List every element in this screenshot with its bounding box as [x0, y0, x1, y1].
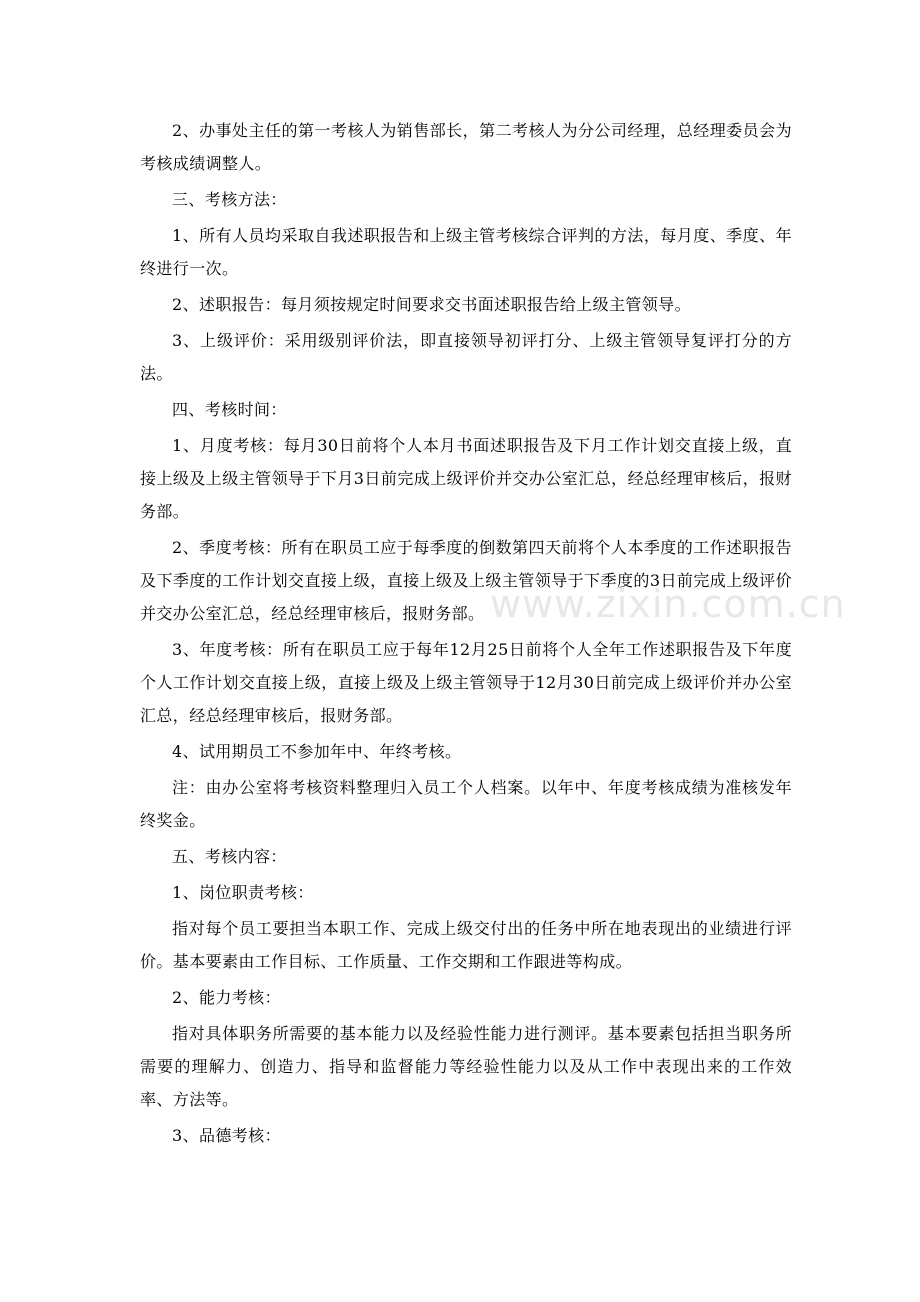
watermark: www.zixin.com.cn: [490, 582, 846, 626]
paragraph: 指对每个员工要担当本职工作、完成上级交付出的任务中所在地表现出的业绩进行评价。基本要素由工作目标、工作质量、工作交期和工作跟进等构成。: [140, 919, 792, 971]
subsection-heading: 2、能力考核：: [172, 988, 281, 1007]
section-heading: 五、考核内容：: [172, 847, 287, 866]
subsection-heading: 3、品德考核：: [172, 1126, 281, 1145]
section-heading: 四、考核时间：: [172, 400, 287, 419]
paragraph: 4、试用期员工不参加年中、年终考核。: [172, 742, 462, 761]
paragraph: 3、年度考核：所有在职员工应于每年12月25日前将个人全年工作述职报告及下年度个人工作计划交直接上级，直接上级及上级主管领导于12月30日前完成上级评价并办公室汇总，经总经理审核后，报财务部。: [140, 640, 792, 725]
document-body: [140, 114, 792, 1152]
paragraph: 3、上级评价：采用级别评价法，即直接领导初评打分、上级主管领导复评打分的方法。: [140, 331, 792, 383]
paragraph: 1、月度考核：每月30日前将个人本月书面述职报告及下月工作计划交直接上级，直接上级及上级主管领导于下月3日前完成上级评价并交办公室汇总，经总经理审核后，报财务部。: [140, 436, 792, 521]
paragraph: 2、办事处主任的第一考核人为销售部长，第二考核人为分公司经理，总经理委员会为考核成绩调整人。: [140, 121, 792, 173]
paragraph: 指对具体职务所需要的基本能力以及经验性能力进行测评。基本要素包括担当职务所需要的理解力、创造力、指导和监督能力等经验性能力以及从工作中表现出来的工作效率、方法等。: [140, 1024, 792, 1109]
note-paragraph: 注：由办公室将考核资料整理归入员工个人档案。以年中、年度考核成绩为准核发年终奖金。: [140, 778, 792, 830]
subsection-heading: 1、岗位职责考核：: [172, 883, 314, 902]
paragraph: 2、述职报告：每月须按规定时间要求交书面述职报告给上级主管领导。: [172, 295, 691, 314]
section-heading: 三、考核方法：: [172, 190, 287, 209]
paragraph: 2、季度考核：所有在职员工应于每季度的倒数第四天前将个人本季度的工作述职报告及下季度的工作计划交直接上级，直接上级及上级主管领导于下季度的3日前完成上级评价并交办公室汇总，经总经理审核后，报财务部。: [140, 538, 792, 623]
paragraph: 1、所有人员均采取自我述职报告和上级主管考核综合评判的方法，每月度、季度、年终进行一次。: [140, 226, 792, 278]
